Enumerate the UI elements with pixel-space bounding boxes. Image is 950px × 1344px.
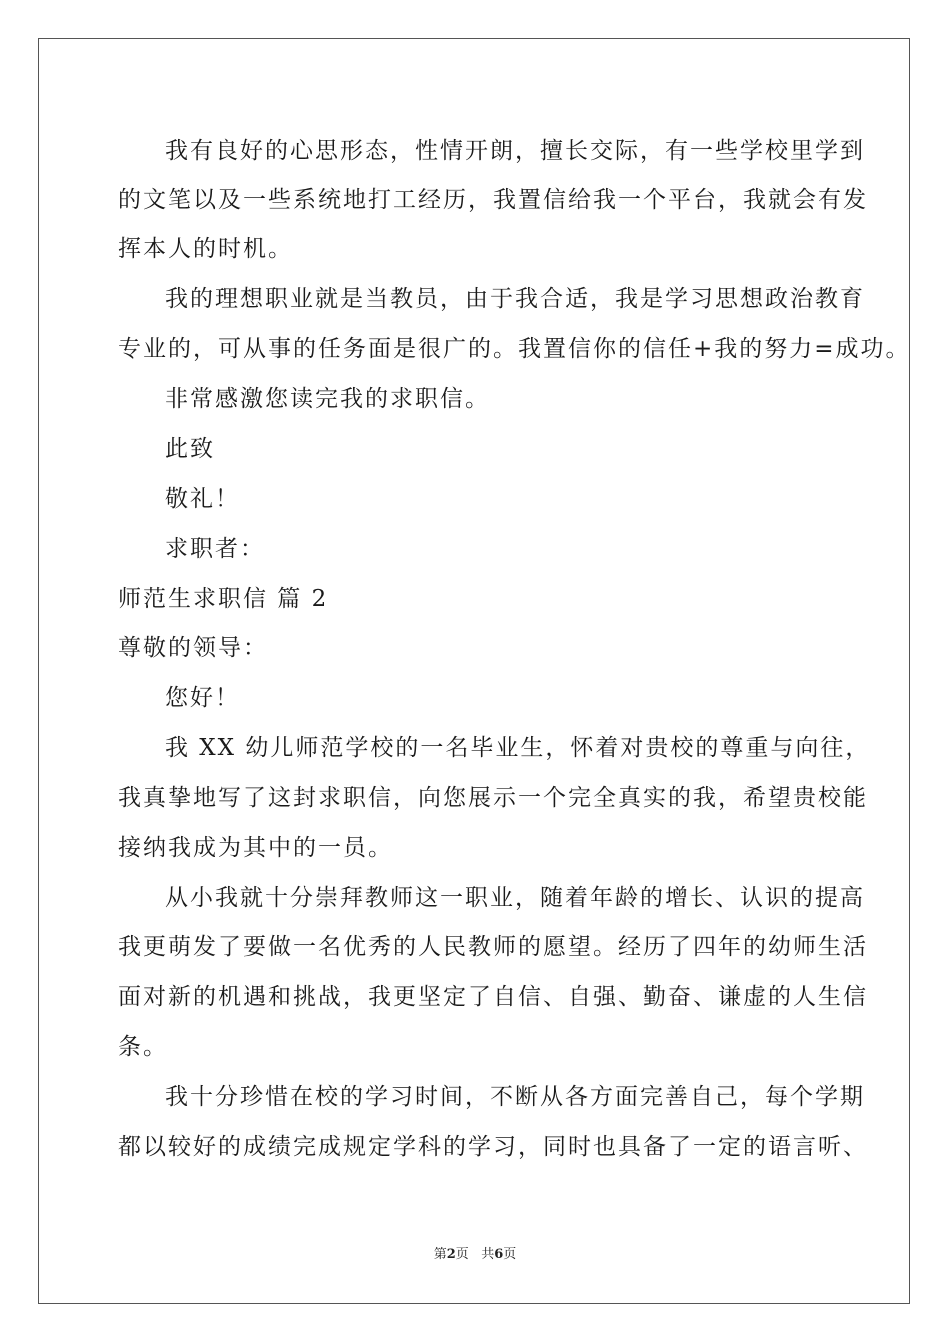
greeting: 尊敬的领导： [118, 635, 268, 661]
section-heading: 师范生求职信 篇 2 [118, 586, 329, 612]
paragraph-line: 条。 [118, 1034, 168, 1060]
paragraph-line: 专业的，可从事的任务面是很广的。我置信你的信任+我的努力=成功。 [118, 336, 911, 362]
page-prefix: 第 [433, 1247, 447, 1262]
paragraph-line: 的文笔以及一些系统地打工经历，我置信给我一个平台，我就会有发 [118, 187, 868, 213]
paragraph-line: 面对新的机遇和挑战，我更坚定了自信、自强、勤奋、谦虚的人生信 [118, 984, 868, 1010]
paragraph-line: 都以较好的成绩完成规定学科的学习，同时也具备了一定的语言听、 [118, 1134, 868, 1160]
closing-salutation: 此致 [165, 436, 215, 462]
paragraph-line: 接纳我成为其中的一员。 [118, 835, 393, 861]
page-suffix: 页 [503, 1247, 517, 1262]
closing-regards: 敬礼！ [165, 486, 240, 512]
paragraph-line: 我十分珍惜在校的学习时间，不断从各方面完善自己，每个学期 [165, 1084, 865, 1110]
page-footer [0, 1247, 950, 1263]
signature-label: 求职者： [165, 536, 265, 562]
paragraph-line: 挥本人的时机。 [118, 236, 293, 262]
page-frame [38, 38, 910, 1304]
page-total: 6 [494, 1247, 504, 1262]
page-current: 2 [446, 1247, 456, 1262]
paragraph-line: 我更萌发了要做一名优秀的人民教师的愿望。经历了四年的幼师生活 [118, 934, 868, 960]
paragraph-line: 我 XX 幼儿师范学校的一名毕业生，怀着对贵校的尊重与向往， [165, 735, 871, 761]
paragraph-line: 我真挚地写了这封求职信，向您展示一个完全真实的我，希望贵校能 [118, 785, 868, 811]
paragraph-line: 我的理想职业就是当教员，由于我合适，我是学习思想政治教育 [165, 286, 865, 312]
page-mid: 页 共 [455, 1247, 495, 1262]
paragraph-line: 从小我就十分崇拜教师这一职业，随着年龄的增长、认识的提高 [165, 885, 865, 911]
greeting-hello: 您好！ [165, 685, 240, 711]
paragraph-line: 我有良好的心思形态，性情开朗，擅长交际，有一些学校里学到 [165, 138, 865, 164]
paragraph-line: 非常感激您读完我的求职信。 [165, 386, 490, 412]
